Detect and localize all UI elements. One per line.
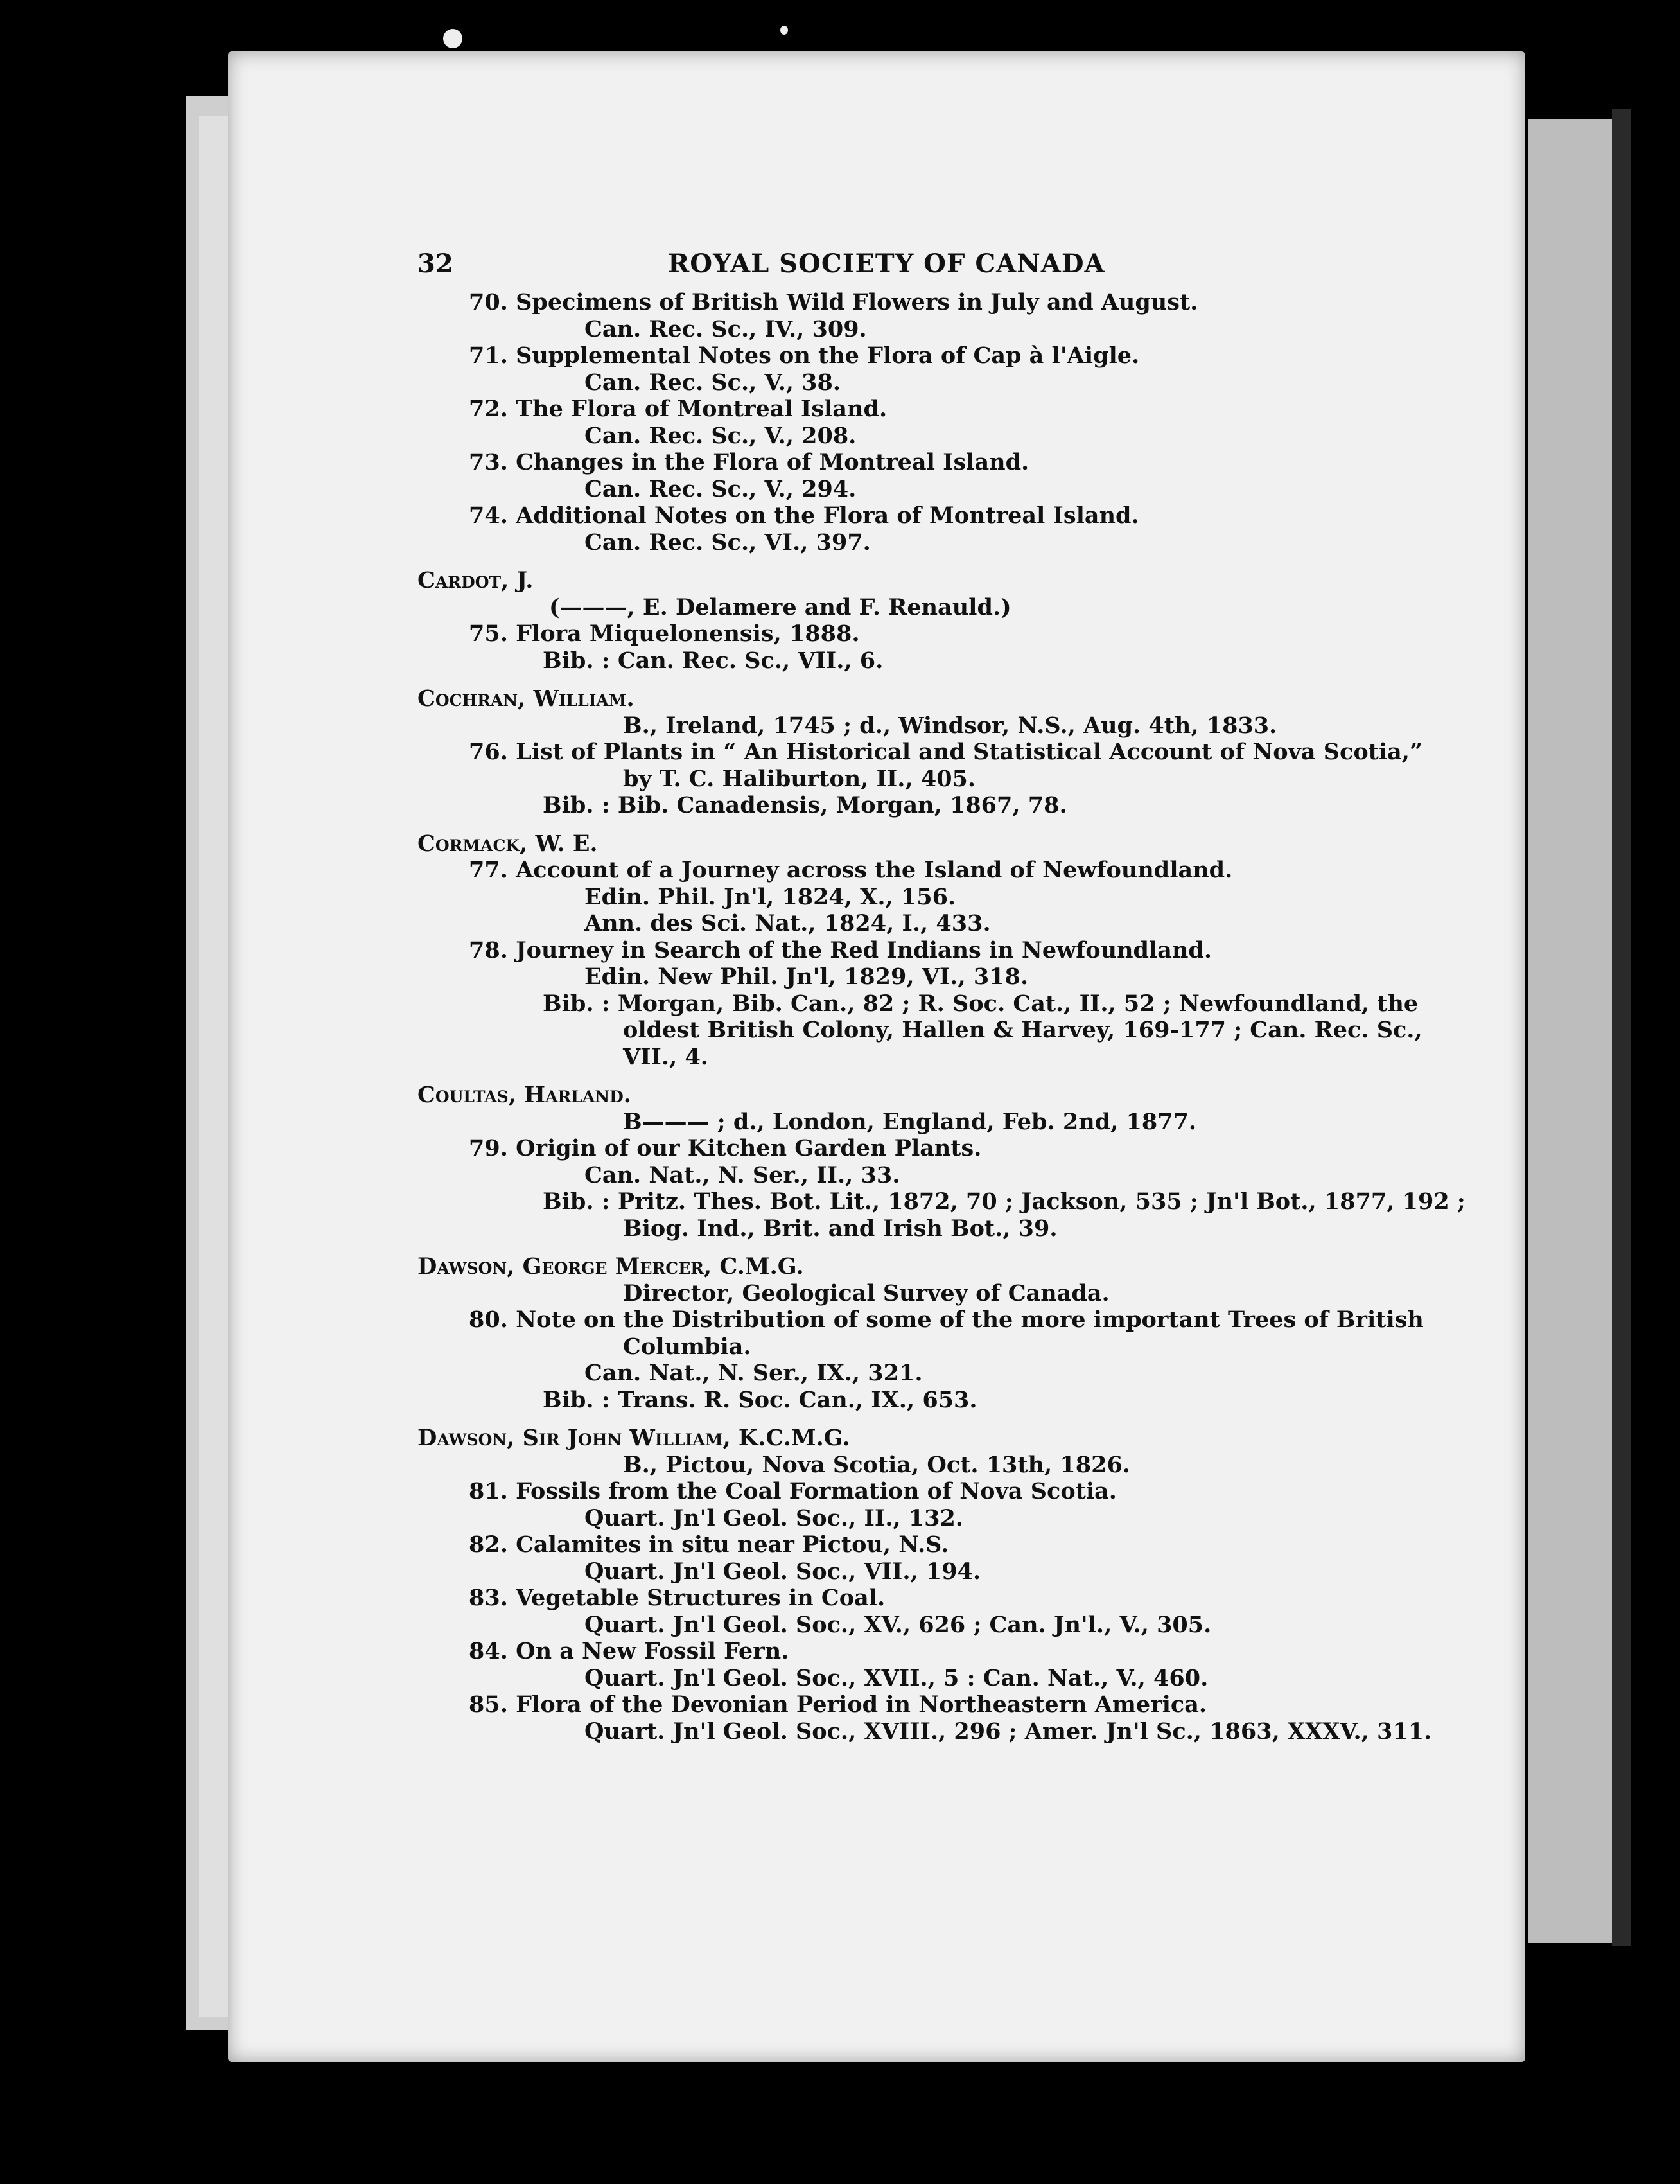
entry-line: Bib. : Trans. R. Soc. Can., IX., 653. [543, 1386, 977, 1413]
entry-line: 85. Flora of the Devonian Period in Northeastern America. [469, 1691, 1207, 1718]
entry-line: 74. Additional Notes on the Flora of Montreal Island. [469, 502, 1139, 529]
entry-line: Columbia. [623, 1333, 751, 1360]
entry-line: 73. Changes in the Flora of Montreal Island. [469, 449, 1029, 475]
scan-speck [443, 29, 462, 48]
entry-line: Quart. Jn'l Geol. Soc., II., 132. [584, 1504, 963, 1531]
entry-line: Director, Geological Survey of Canada. [623, 1280, 1110, 1307]
author-heading: Dawson, George Mercer, C.M.G. [417, 1253, 804, 1280]
entry-line: Can. Rec. Sc., V., 38. [584, 369, 841, 396]
binding-edge [1612, 109, 1631, 1946]
entry-line: Can. Rec. Sc., VI., 397. [584, 529, 871, 556]
entry-line: 82. Calamites in situ near Pictou, N.S. [469, 1531, 949, 1558]
entry-line: Can. Rec. Sc., IV., 309. [584, 315, 867, 342]
bibliography-list [417, 289, 1466, 1745]
entry-line: Bib. : Morgan, Bib. Can., 82 ; R. Soc. Cat., II., 52 ; Newfoundland, the [543, 990, 1419, 1017]
entry-line: 70. Specimens of British Wild Flowers in July and August. [469, 289, 1198, 315]
entry-line: 79. Origin of our Kitchen Garden Plants. [469, 1135, 982, 1161]
entry-line: Quart. Jn'l Geol. Soc., XVIII., 296 ; Amer. Jn'l Sc., 1863, XXXV., 311. [584, 1718, 1432, 1745]
entry-line: Edin. New Phil. Jn'l, 1829, VI., 318. [584, 964, 1029, 990]
entry-line: 75. Flora Miquelonensis, 1888. [469, 621, 860, 647]
entry-line: 77. Account of a Journey across the Island of Newfoundland. [469, 857, 1233, 883]
entry-line: 83. Vegetable Structures in Coal. [469, 1585, 886, 1611]
entry-line: Bib. : Pritz. Thes. Bot. Lit., 1872, 70 ; Jackson, 535 ; Jn'l Bot., 1877, 192 ; [543, 1188, 1466, 1215]
author-heading: Cormack, W. E. [417, 830, 598, 857]
entry-line: Can. Nat., N. Ser., II., 33. [584, 1161, 900, 1188]
entry-line: VII., 4. [623, 1043, 708, 1070]
page-content [417, 249, 1466, 1745]
entry-line: Ann. des Sci. Nat., 1824, I., 433. [584, 910, 991, 937]
entry-line: Edin. Phil. Jn'l, 1824, X., 156. [584, 883, 956, 910]
entry-line: Biog. Ind., Brit. and Irish Bot., 39. [623, 1215, 1058, 1242]
entry-line: Can. Rec. Sc., V., 208. [584, 422, 857, 449]
entry-line: 81. Fossils from the Coal Formation of Nova Scotia. [469, 1478, 1117, 1504]
author-heading: Dawson, Sir John William, K.C.M.G. [417, 1425, 850, 1451]
entry-line: 78. Journey in Search of the Red Indians in Newfoundland. [469, 937, 1212, 964]
entry-line: (———, E. Delamere and F. Renauld.) [549, 594, 1011, 621]
entry-line: Can. Nat., N. Ser., IX., 321. [584, 1360, 923, 1386]
entry-line: Can. Rec. Sc., V., 294. [584, 475, 857, 502]
entry-line: Bib. : Can. Rec. Sc., VII., 6. [543, 647, 884, 674]
scan-speck [780, 26, 788, 35]
page-number: 32 [417, 249, 453, 279]
entry-line: Quart. Jn'l Geol. Soc., XVII., 5 : Can. Nat., V., 460. [584, 1664, 1209, 1691]
entry-line: Bib. : Bib. Canadensis, Morgan, 1867, 78. [543, 792, 1067, 818]
entry-line: Quart. Jn'l Geol. Soc., VII., 194. [584, 1558, 981, 1585]
author-heading: Coultas, Harland. [417, 1082, 631, 1108]
entry-line: B., Ireland, 1745 ; d., Windsor, N.S., Aug. 4th, 1833. [623, 712, 1277, 739]
running-title: ROYAL SOCIETY OF CANADA [668, 249, 1105, 279]
author-heading: Cochran, William. [417, 685, 634, 712]
author-heading: Cardot, J. [417, 567, 534, 594]
entry-line: 71. Supplemental Notes on the Flora of Cap à l'Aigle. [469, 342, 1140, 369]
entry-line: oldest British Colony, Hallen & Harvey, 169-177 ; Can. Rec. Sc., [623, 1017, 1422, 1043]
entry-line: Quart. Jn'l Geol. Soc., XV., 626 ; Can. Jn'l., V., 305. [584, 1611, 1212, 1638]
entry-line: 72. The Flora of Montreal Island. [469, 396, 888, 422]
entry-line: 84. On a New Fossil Fern. [469, 1638, 789, 1664]
entry-line: B., Pictou, Nova Scotia, Oct. 13th, 1826. [623, 1451, 1130, 1478]
entry-line: by T. C. Haliburton, II., 405. [623, 765, 976, 792]
entry-line: 80. Note on the Distribution of some of the more important Trees of British [469, 1307, 1424, 1333]
entry-line: 76. List of Plants in “ An Historical and Statistical Account of Nova Scotia,” [469, 739, 1423, 765]
page-header [417, 251, 1329, 289]
entry-line: B——— ; d., London, England, Feb. 2nd, 1877. [623, 1108, 1197, 1135]
